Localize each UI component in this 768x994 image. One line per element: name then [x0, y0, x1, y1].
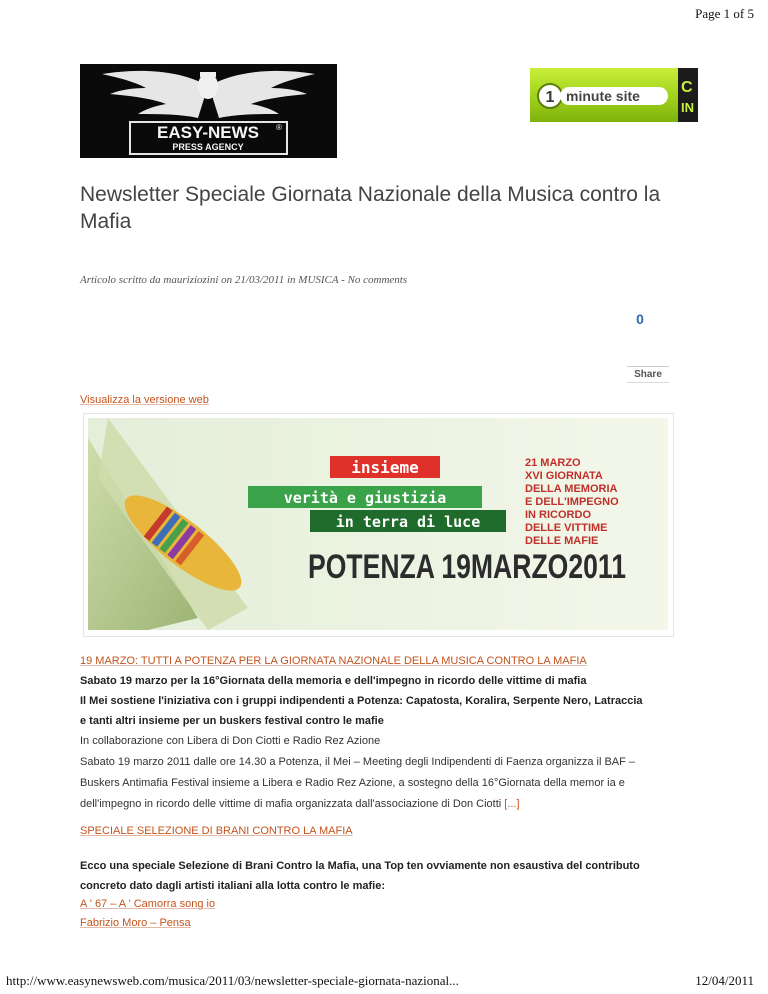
web-version-link[interactable]: Visualizza la versione web	[80, 394, 209, 406]
banner-line-2: verità e giustizia	[283, 489, 447, 507]
section2-heading-link[interactable]: SPECIALE SELEZIONE DI BRANI CONTRO LA MAFIA	[80, 825, 353, 837]
footer-date: 12/04/2011	[695, 973, 754, 988]
easy-news-logo[interactable]	[80, 64, 337, 158]
svg-text:E DELL'IMPEGNO: E DELL'IMPEGNO	[525, 496, 619, 508]
svg-text:1: 1	[545, 89, 555, 106]
section1-bold-line-2: Il Mei sostiene l'iniziativa con i gruppi indipendenti a Potenza: Capatosta, Koralira, Serpente Nero, Latraccia	[80, 695, 643, 707]
footer-url: http://www.easynewsweb.com/musica/2011/03/newsletter-speciale-giornata-nazional...	[6, 973, 459, 988]
section1-bold-line-3: e tanti altri insieme per un buskers festival contro le mafie	[80, 715, 384, 727]
svg-text:DELLE MAFIE: DELLE MAFIE	[525, 535, 599, 547]
section1-bold-line-1: Sabato 19 marzo per la 16°Giornata della memoria e dell'impegno in ricordo delle vittime di mafia	[80, 675, 587, 687]
section1-paragraph-line-3	[80, 798, 520, 810]
easy-news-wordmark: EASY-NEWS	[156, 123, 260, 142]
section1-paragraph-line-1: Sabato 19 marzo 2011 dalle ore 14.30 a Potenza, il Mei – Meeting degli Indipendenti di Faenza organizza il BAF –	[80, 756, 636, 768]
press-agency-label: PRESS AGENCY	[172, 142, 244, 152]
read-more-link[interactable]: [...]	[504, 798, 520, 810]
one-minute-site-logo[interactable]	[530, 68, 698, 122]
section1-heading-link[interactable]: 19 MARZO: TUTTI A POTENZA PER LA GIORNATA NAZIONALE DELLA MUSICA CONTRO LA MAFIA	[80, 655, 587, 667]
svg-text:DELLA MEMORIA: DELLA MEMORIA	[525, 483, 618, 495]
svg-text:minute site: minute site	[566, 88, 640, 104]
section1-paragraph-line-2: Buskers Antimafia Festival insieme a Libera e Radio Rez Azione, a sostegno della 16°Giornata della memor ia e	[80, 777, 625, 789]
share-button[interactable]: Share	[627, 366, 669, 383]
song-link[interactable]: A ' 67 – A ' Camorra song io	[80, 898, 216, 910]
svg-text:XVI GIORNATA: XVI GIORNATA	[525, 470, 603, 482]
registered-mark: ®	[276, 123, 282, 132]
section1-paragraph-text: dell'impegno in ricordo delle vittime di mafia organizzata dall'associazione di Don Ciotti	[80, 798, 502, 810]
svg-text:C: C	[681, 79, 693, 96]
section2-bold-line-1: Ecco una speciale Selezione di Brani Contro la Mafia, una Top ten ovviamente non esaustiva del contributo	[80, 860, 640, 872]
banner-line-3: in terra di luce	[335, 513, 481, 531]
share-count: 0	[636, 311, 644, 327]
song-link[interactable]: Fabrizio Moro – Pensa	[80, 917, 191, 929]
svg-text:DELLE VITTIME: DELLE VITTIME	[525, 522, 608, 534]
article-meta: Articolo scritto da mauriziozini on 21/03/2011 in MUSICA - No comments	[80, 274, 408, 286]
banner-graphic	[88, 418, 668, 630]
svg-text:IN RICORDO: IN RICORDO	[525, 509, 591, 521]
article-title: Newsletter Speciale Giornata Nazionale della Musica contro la Mafia	[80, 183, 661, 233]
banner-date: POTENZA 19MARZO2011	[308, 548, 626, 586]
one-minute-site-graphic	[530, 68, 698, 122]
svg-text:21 MARZO: 21 MARZO	[525, 457, 581, 469]
svg-text:IN: IN	[681, 100, 694, 115]
winged-helmet-icon	[80, 64, 337, 158]
banner-line-1: insieme	[351, 458, 419, 477]
page-number: Page 1 of 5	[695, 6, 754, 21]
section1-collab: In collaborazione con Libera di Don Ciotti e Radio Rez Azione	[80, 735, 381, 747]
section2-bold-line-2: concreto dato dagli artisti italiani alla lotta contro le mafie:	[80, 880, 386, 892]
event-banner[interactable]	[88, 418, 668, 630]
